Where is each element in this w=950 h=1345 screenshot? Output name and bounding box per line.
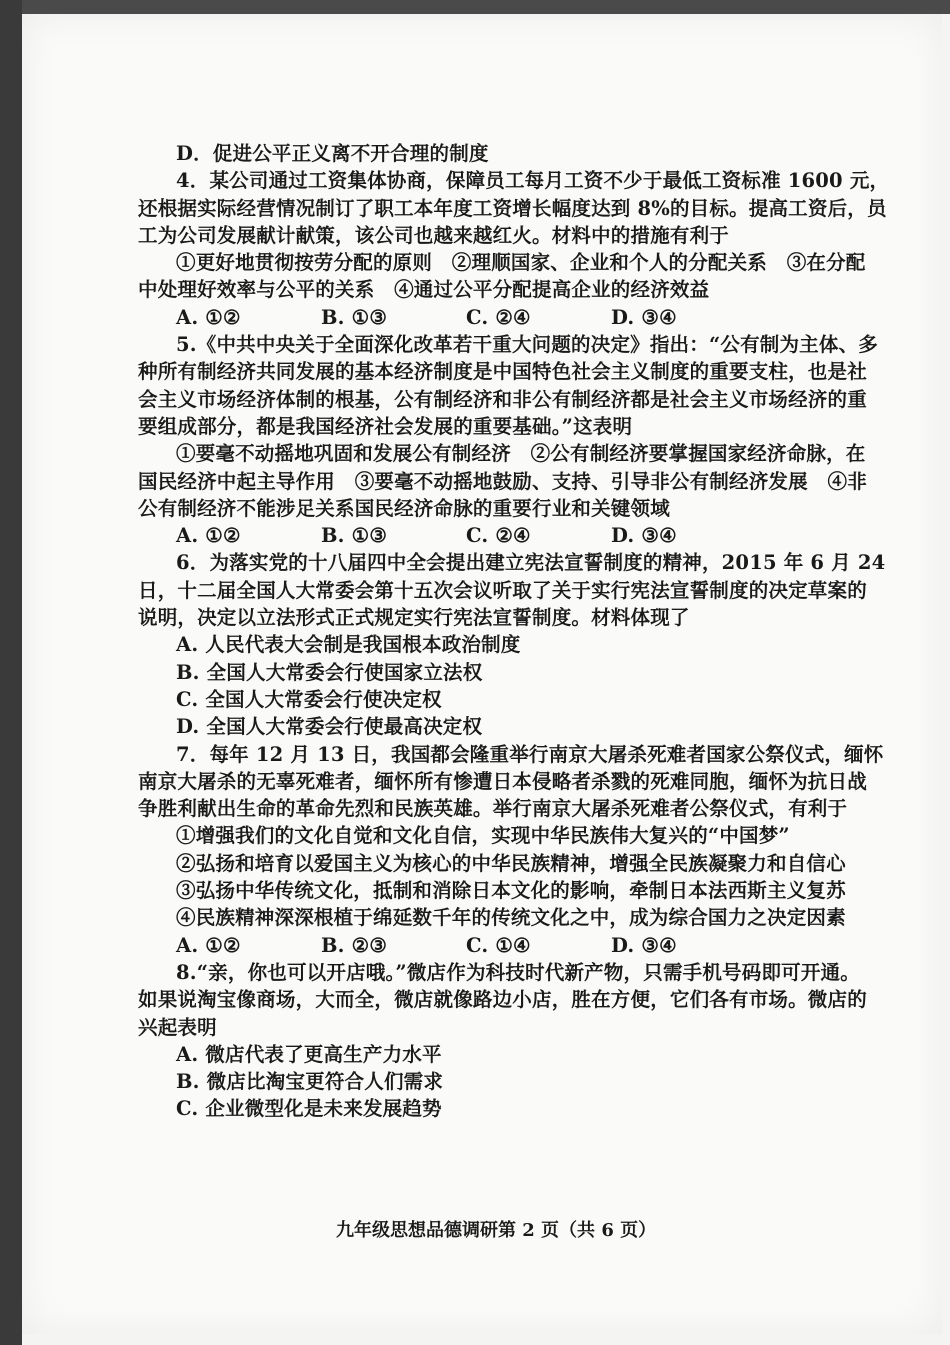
scan-edge-top [0, 0, 950, 14]
page-content [138, 140, 890, 1123]
q8-option-b: B. 微店比淘宝更符合人们需求 [176, 1070, 444, 1094]
q7-stem: 7．每年 12 月 13 日，我国都会隆重举行南京大屠杀死难者国家公祭仪式，缅怀 [176, 742, 884, 766]
q4-stem: 4．某公司通过工资集体协商，保障员工每月工资不少于最低工资标准 1600 元， [176, 169, 890, 193]
scan-edge-left [0, 0, 22, 1345]
q6-stem: 日，十二届全国人大常委会第十五次会议听取了关于实行宪法宣誓制度的决定草案的 [138, 578, 867, 602]
q5-stem: 会主义市场经济体制的根基，公有制经济和非公有制经济都是社会主义市场经济的重 [138, 387, 867, 411]
option-a: A. ①② [176, 524, 241, 548]
q4-stem: 还根据实际经营情况制订了职工本年度工资增长幅度达到 8%的目标。提高工资后，员 [138, 196, 887, 220]
q5-statements: 国民经济中起主导作用 ③要毫不动摇地鼓励、支持、引导非公有制经济发展 ④非 [138, 469, 867, 493]
q8-stem: 8.“亲，你也可以开店哦。”微店作为科技时代新产物，只需手机号码即可开通。 [176, 960, 860, 984]
q4-stem: 工为公司发展献计献策，该公司也越来越红火。材料中的措施有利于 [138, 223, 730, 247]
option-a: A. ①② [176, 305, 241, 329]
q6-stem: 说明，决定以立法形式正式规定实行宪法宣誓制度。材料体现了 [138, 606, 690, 630]
q5-statements: 公有制经济不能涉足关系国民经济命脉的重要行业和关键领域 [138, 496, 670, 520]
option-c: C. ②④ [466, 524, 531, 548]
q4-statements: 中处理好效率与公平的关系 ④通过公平分配提高企业的经济效益 [138, 278, 710, 302]
q7-statement-4: ④民族精神深深根植于绵延数千年的传统文化之中，成为综合国力之决定因素 [176, 906, 846, 930]
q8-option-c: C. 企业微型化是未来发展趋势 [176, 1097, 442, 1121]
q5-statements: ①要毫不动摇地巩固和发展公有制经济 ②公有制经济要掌握国家经济命脉，在 [176, 442, 866, 466]
q4-options [138, 304, 868, 331]
page-footer: 九年级思想品德调研第 2 页（共 6 页） [336, 1220, 657, 1241]
q6-stem: 6．为落实党的十八届四中全会提出建立宪法宣誓制度的精神，2015 年 6 月 24 [176, 551, 886, 575]
q6-option-a: A. 人民代表大会制是我国根本政治制度 [176, 633, 521, 657]
q5-stem: 种所有制经济共同发展的基本经济制度是中国特色社会主义制度的重要支柱，也是社 [138, 360, 867, 384]
option-d: D. ③④ [611, 524, 677, 548]
q6-option-b: B. 全国人大常委会行使国家立法权 [176, 660, 483, 684]
q6-option-c: C. 全国人大常委会行使决定权 [176, 687, 442, 711]
q4-statements: ①更好地贯彻按劳分配的原则 ②理顺国家、企业和个人的分配关系 ③在分配 [176, 251, 866, 275]
option-d: D. ③④ [611, 933, 677, 957]
q7-stem: 南京大屠杀的无辜死难者，缅怀所有惨遭日本侵略者杀戮的死难同胞，缅怀为抗日战 [138, 769, 867, 793]
q7-options [138, 932, 868, 959]
q3-option-d: D．促进公平正义离不开合理的制度 [176, 142, 489, 165]
q7-stem: 争胜利献出生命的革命先烈和民族英雄。举行南京大屠杀死难者公祭仪式，有利于 [138, 797, 848, 821]
option-c: C. ②④ [466, 305, 531, 329]
q6-option-d: D. 全国人大常委会行使最高决定权 [176, 715, 483, 739]
option-b: B. ①③ [321, 524, 388, 548]
q8-stem: 如果说淘宝像商场，大而全，微店就像路边小店，胜在方便，它们各有市场。微店的 [138, 988, 867, 1012]
option-c: C. ①④ [466, 933, 531, 957]
q7-statement-3: ③弘扬中华传统文化，抵制和消除日本文化的影响，牵制日本法西斯主义复苏 [176, 879, 846, 903]
option-a: A. ①② [176, 933, 241, 957]
q8-stem: 兴起表明 [138, 1015, 217, 1039]
option-b: B. ①③ [321, 305, 388, 329]
q5-options [138, 522, 868, 549]
q8-option-a: A. 微店代表了更高生产力水平 [176, 1042, 442, 1066]
q5-stem: 要组成部分，都是我国经济社会发展的重要基础。”这表明 [138, 414, 633, 438]
q7-statement-2: ②弘扬和培育以爱国主义为核心的中华民族精神，增强全民族凝聚力和自信心 [176, 851, 846, 875]
option-d: D. ③④ [611, 305, 677, 329]
q5-stem: 5.《中共中央关于全面深化改革若干重大问题的决定》指出：“公有制为主体、多 [176, 333, 878, 357]
option-b: B. ②③ [321, 933, 388, 957]
q7-statement-1: ①增强我们的文化自觉和文化自信，实现中华民族伟大复兴的“中国梦” [176, 824, 790, 848]
